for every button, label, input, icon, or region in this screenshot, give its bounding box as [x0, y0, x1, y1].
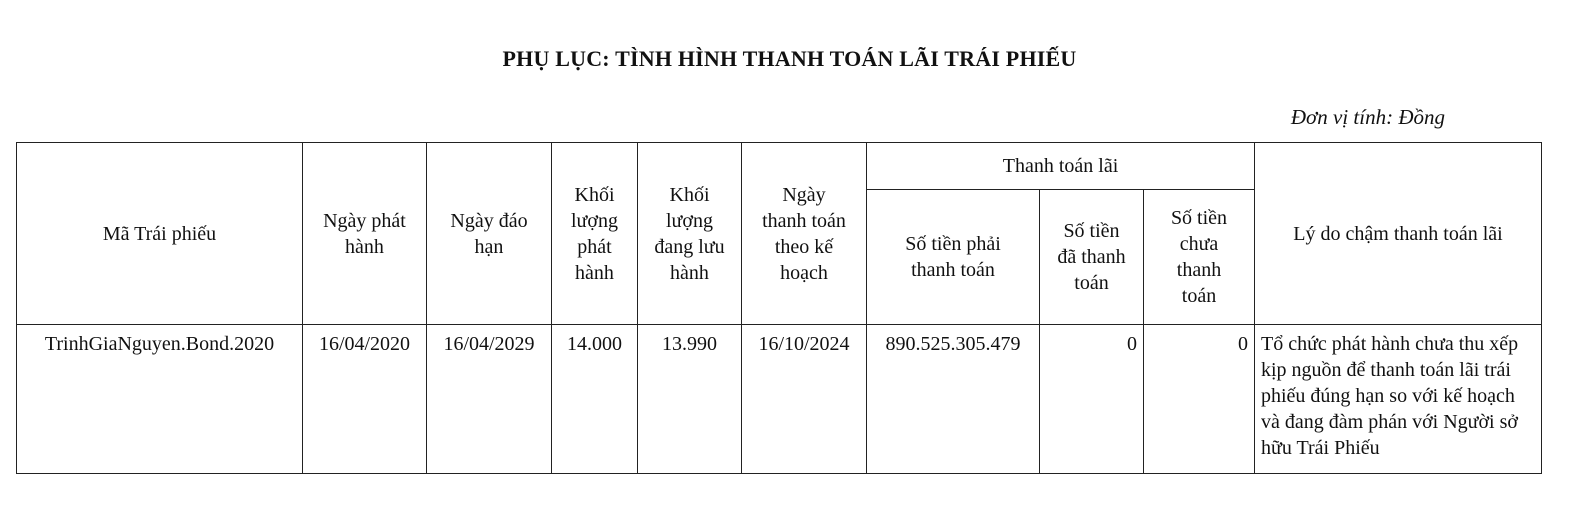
header-row-top [17, 143, 1542, 190]
cell-maturity-date: 16/04/2029 [427, 325, 552, 474]
currency-unit-note: Đơn vị tính: Đồng [1290, 105, 1445, 129]
cell-amount-unpaid: 0 [1144, 325, 1255, 474]
cell-amount-due: 890.525.305.479 [867, 325, 1040, 474]
cell-amount-paid: 0 [1040, 325, 1144, 474]
header-delay-reason: Lý do chậm thanh toán lãi [1255, 143, 1542, 325]
cell-outstanding-volume: 13.990 [638, 325, 742, 474]
header-issue-date: Ngày phát hành [303, 143, 427, 325]
table-row [17, 325, 1542, 474]
header-bond-code: Mã Trái phiếu [17, 143, 303, 325]
header-amount-due: Số tiền phải thanh toán [867, 190, 1040, 325]
header-issued-volume: Khối lượng phát hành [552, 143, 638, 325]
cell-issue-date: 16/04/2020 [303, 325, 427, 474]
header-planned-payment-date: Ngày thanh toán theo kế hoạch [742, 143, 867, 325]
bond-interest-table [16, 142, 1542, 474]
page-title: PHỤ LỤC: TÌNH HÌNH THANH TOÁN LÃI TRÁI PHIẾU [502, 46, 1077, 71]
cell-planned-payment-date: 16/10/2024 [742, 325, 867, 474]
header-maturity-date: Ngày đáo hạn [427, 143, 552, 325]
header-amount-unpaid: Số tiền chưa thanh toán [1144, 190, 1255, 325]
header-interest-payment: Thanh toán lãi [867, 143, 1255, 190]
cell-bond-code: TrinhGiaNguyen.Bond.2020 [17, 325, 303, 474]
cell-delay-reason: Tổ chức phát hành chưa thu xếp kịp nguồn để thanh toán lãi trái phiếu đúng hạn so với kế hoạch và đang đàm phán với Người sở hữu Trái Phiếu [1255, 325, 1542, 474]
cell-issued-volume: 14.000 [552, 325, 638, 474]
header-outstanding-volume: Khối lượng đang lưu hành [638, 143, 742, 325]
header-amount-paid: Số tiền đã thanh toán [1040, 190, 1144, 325]
